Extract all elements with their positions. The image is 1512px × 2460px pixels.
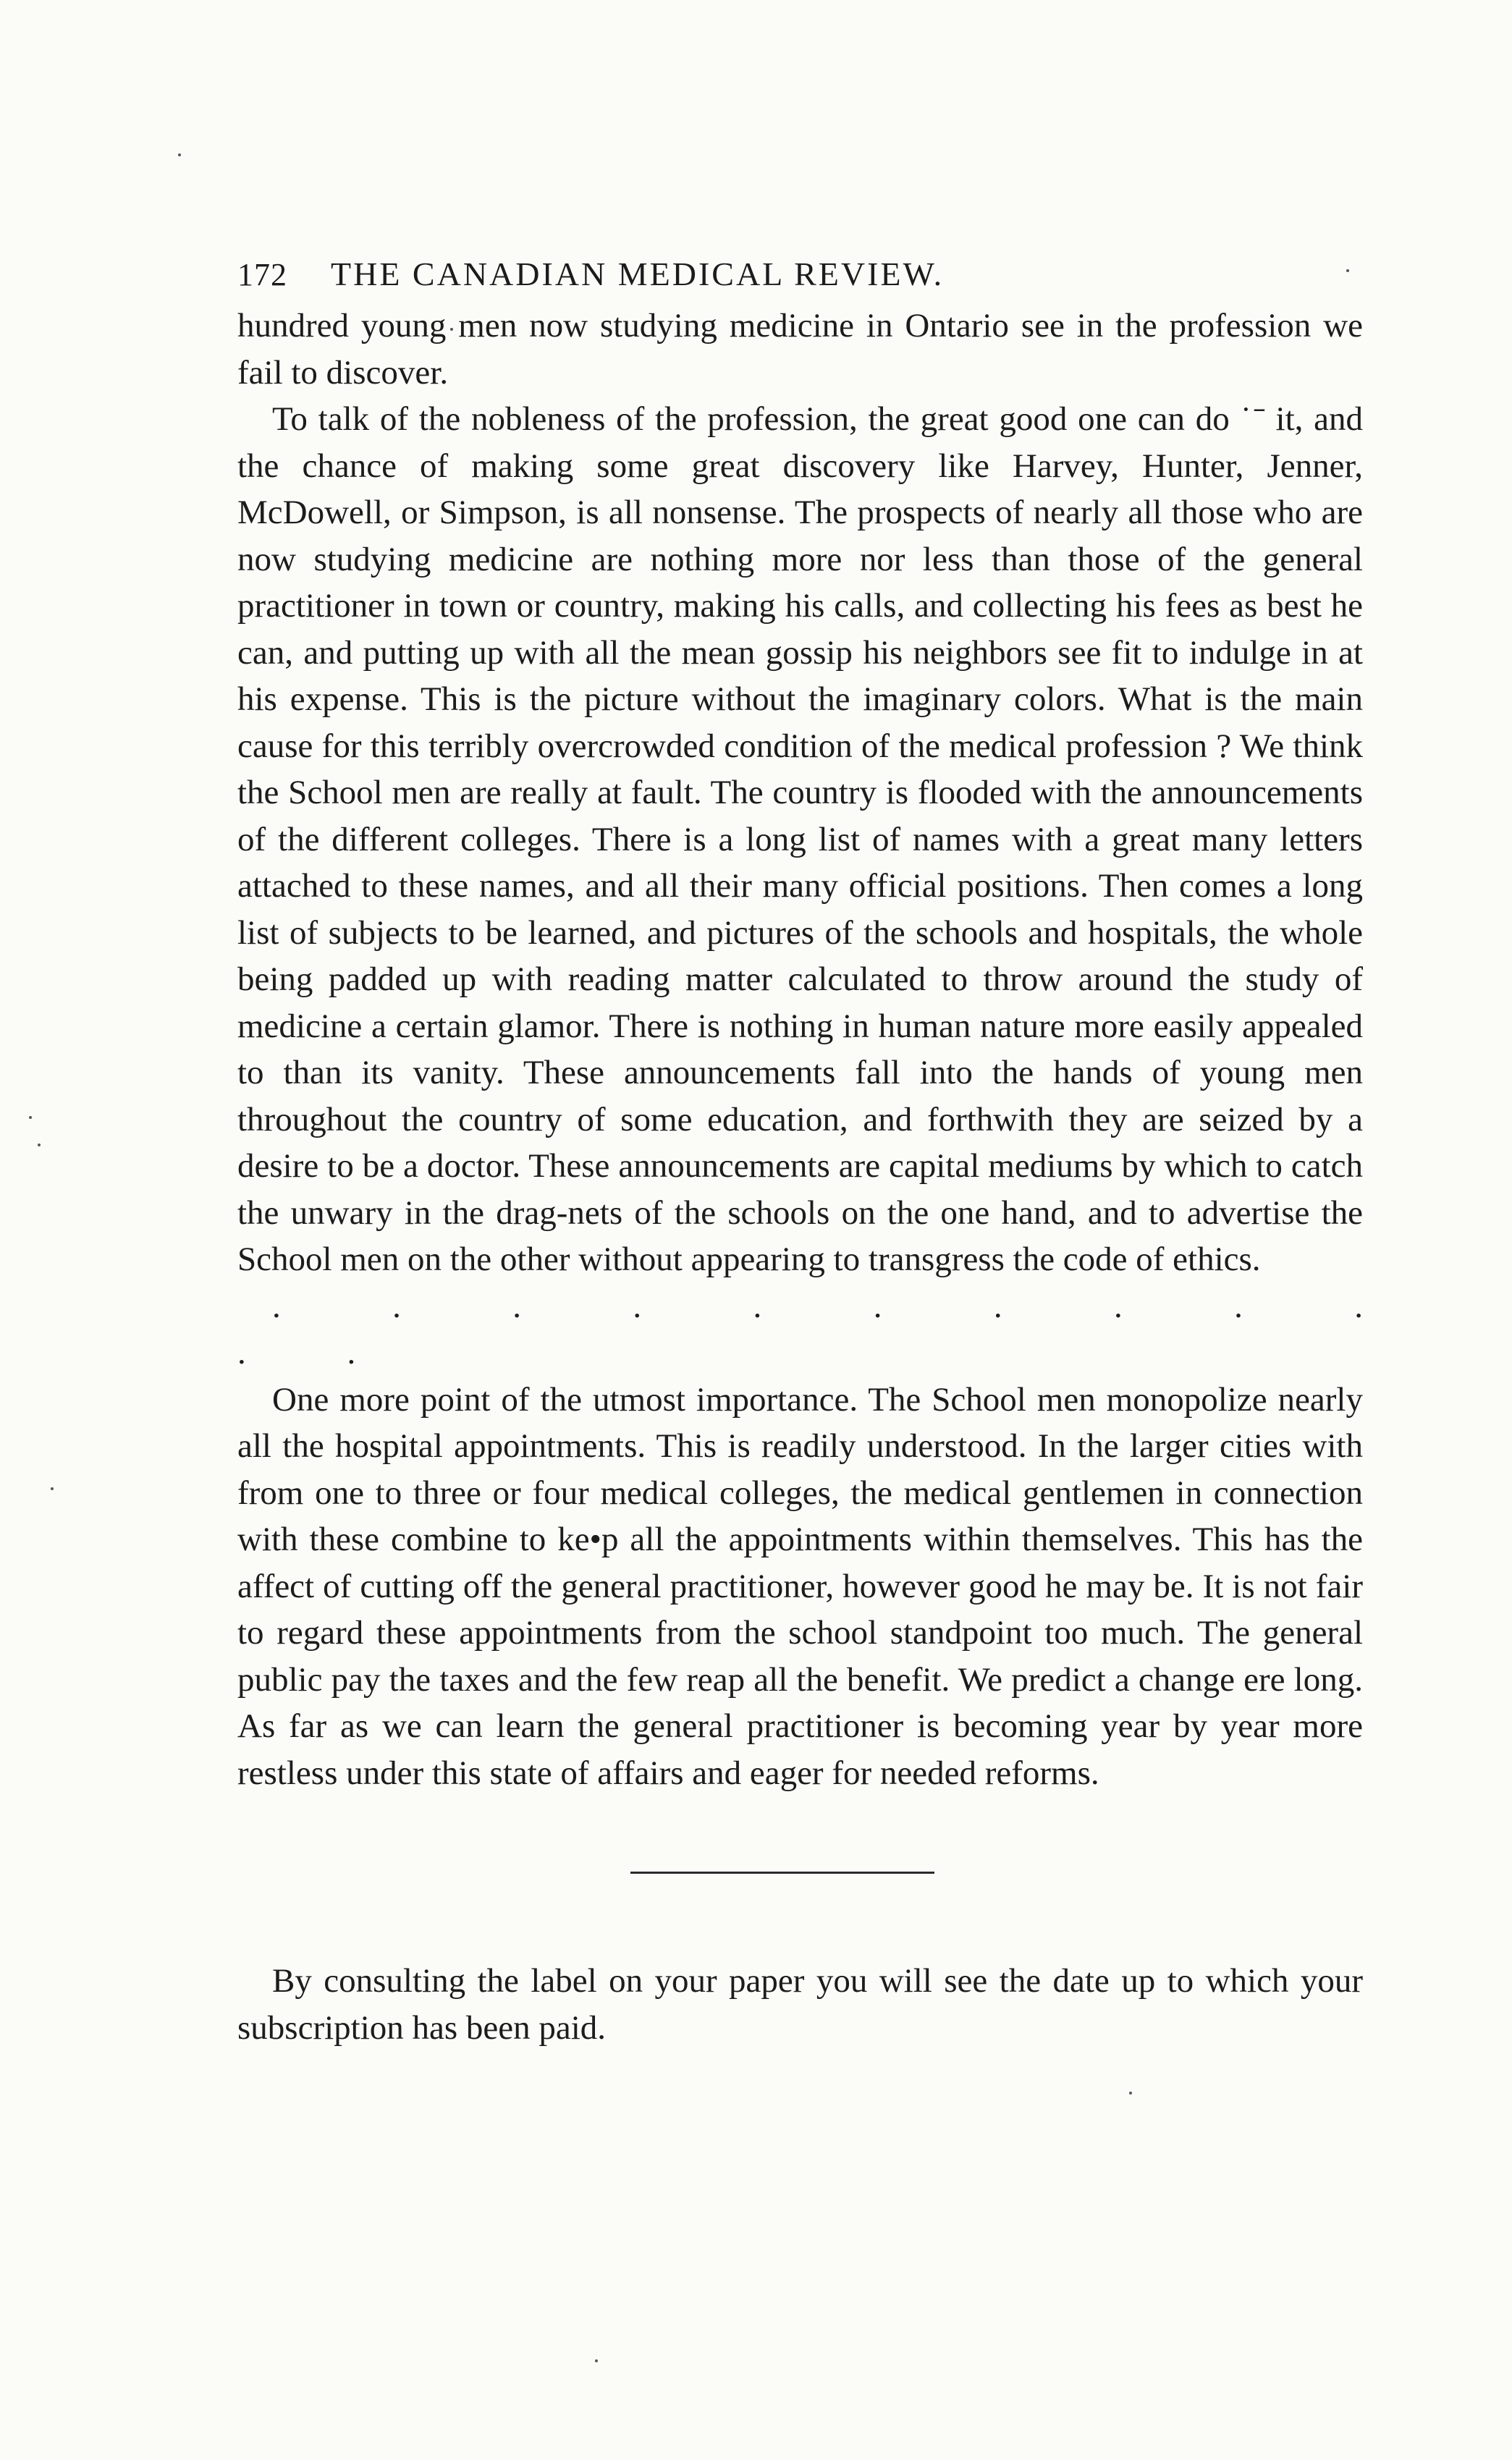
- paragraph-nobleness-text: To talk of the nobleness of the profession, the great good one can do ˙ˉ it, and the chance of making some great discovery like Harvey, Hunter, Jenner, McDowell, or Simpson, is all nonsense. The prospects of nearly all those who are now studying medicine are nothing more nor less than those of the general practitioner in town or country, making his calls, and collecting his fees as best he can, and putting up with all the mean gossip his neighbors see fit to indulge in at his expense. This is the picture without the imaginary colors. What is the main cause for this terribly overcrowded condition of the medical profession ? We think the School men are really at fault. The country is flooded with the announcements of the different colleges. There is a long list of names with a great many letters attached to these names, and all their many official positions. Then comes a long list of subjects to be learned, and pictures of the schools and hospitals, the whole being padded up with reading matter calculated to throw around the study of medicine a certain glamor. There is nothing in human nature more easily appealed to than its vanity. These announcements fall into the hands of young men throughout the country of some education, and forthwith they are seized by a desire to be a doctor. These announcements are capital mediums by which to catch the unwary in the drag-nets of the schools on the one hand, and to advertise the School men on the other without appearing to transgress the code of ethics.: [237, 400, 1363, 1278]
- article-body: [237, 303, 1409, 1796]
- ellipsis-dots: . . . . . . . . . . . .: [237, 1287, 1409, 1371]
- running-header: [237, 255, 1363, 303]
- paragraph-continuation: hundred young men now studying medicine in Ontario see in the profession we fail to discover.: [237, 307, 1363, 392]
- page: [237, 255, 1409, 2085]
- section-divider: [630, 1872, 934, 1874]
- page-number: 172: [237, 257, 287, 292]
- running-title: THE CANADIAN MEDICAL REVIEW.: [331, 255, 945, 292]
- paragraph-hospital-appointments: One more point of the utmost importance. The School men monopolize nearly all the hospital appointments. This is readily understood. In the larger cities with from one to three or four medical colleges, the medical gentlemen in connection with these combine to ke•p all the appointments within themselves. This has the affect of cutting off the general practitioner, however good he may be. It is not fair to regard these appointments from the school standpoint too much. The general public pay the taxes and the few reap all the benefit. We predict a change ere long. As far as we can learn the general practitioner is becoming year by year more restless under this state of affairs and eager for needed reforms.: [237, 1380, 1363, 1792]
- subscription-notice: By consulting the label on your paper you will see the date up to which your subscription has been paid.: [237, 1962, 1363, 2047]
- paragraph-nobleness: [237, 396, 1409, 1371]
